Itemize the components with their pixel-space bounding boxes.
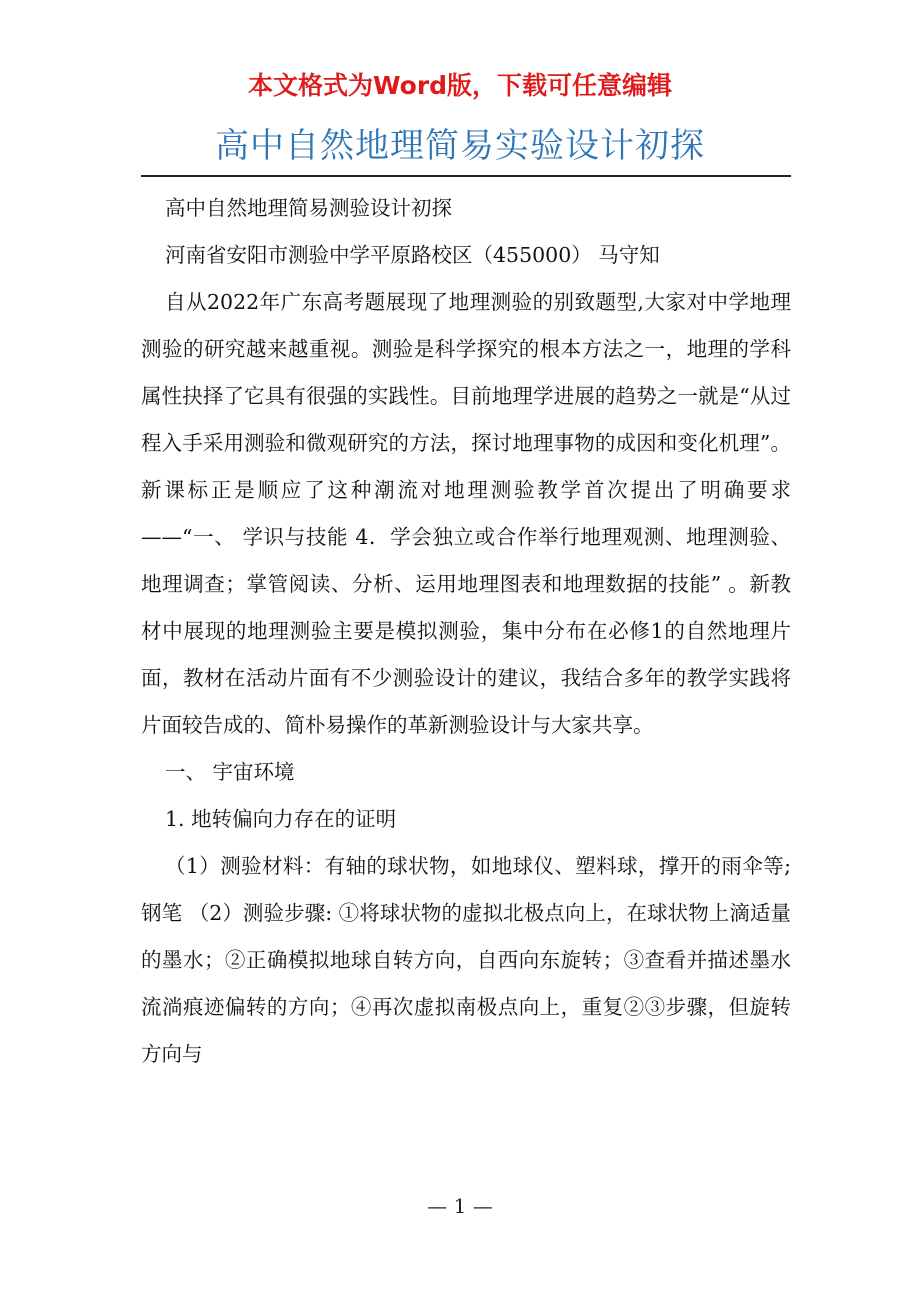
title-divider bbox=[141, 175, 791, 177]
download-banner: 本文格式为Word版，下载可任意编辑 bbox=[247, 71, 673, 100]
author-line: 河南省安阳市测验中学平原路校区（455000） 马守知 bbox=[165, 243, 660, 267]
experiment-paragraph: （1）测验材料：有轴的球状物，如地球仪、塑料球，撑开的雨伞等; 钢笔 （2）测验步骤: ①将球状物的虚拟北极点向上，在球状物上滴适量的墨水；②正确模拟地球自转方向，自西向东旋转；③查看并描述墨水流淌痕迹偏转的方向；④再次虚拟南极点向上，重复②③步骤，但旋转方向与 bbox=[141, 854, 791, 1066]
subsection-heading: 1. 地转偏向力存在的证明 bbox=[165, 807, 397, 831]
section-heading: 一、 宇宙环境 bbox=[165, 760, 295, 784]
intro-paragraph: 自从2022年广东高考题展现了地理测验的别致题型,大家对中学地理测验的研究越来越重视。测验是科学探究的根本方法之一，地理的学科属性抉择了它具有很强的实践性。目前地理学进展的趋势之一就是“从过程入手采用测验和微观研究的方法，探讨地理事物的成因和变化机理”。新课标正是顺应了这种潮流对地理测验教学首次提出了明确要求——“一、 学识与技能 4．学会独立或合作举行地理观测、地理测验、地理调查；掌管阅读、分析、运用地理图表和地理数据的技能” 。新教材中展现的地理测验主要是模拟测验，集中分布在必修1的自然地理片面，教材在活动片面有不少测验设计的建议，我结合多年的教学实践将片面较告成的、简朴易操作的革新测验设计与大家共享。 bbox=[141, 290, 791, 737]
article-subtitle: 高中自然地理简易测验设计初探 bbox=[165, 196, 452, 220]
document-body bbox=[141, 185, 791, 1078]
page-title: 高中自然地理简易实验设计初探 bbox=[215, 126, 705, 166]
page-number: — 1 — bbox=[427, 1194, 493, 1218]
